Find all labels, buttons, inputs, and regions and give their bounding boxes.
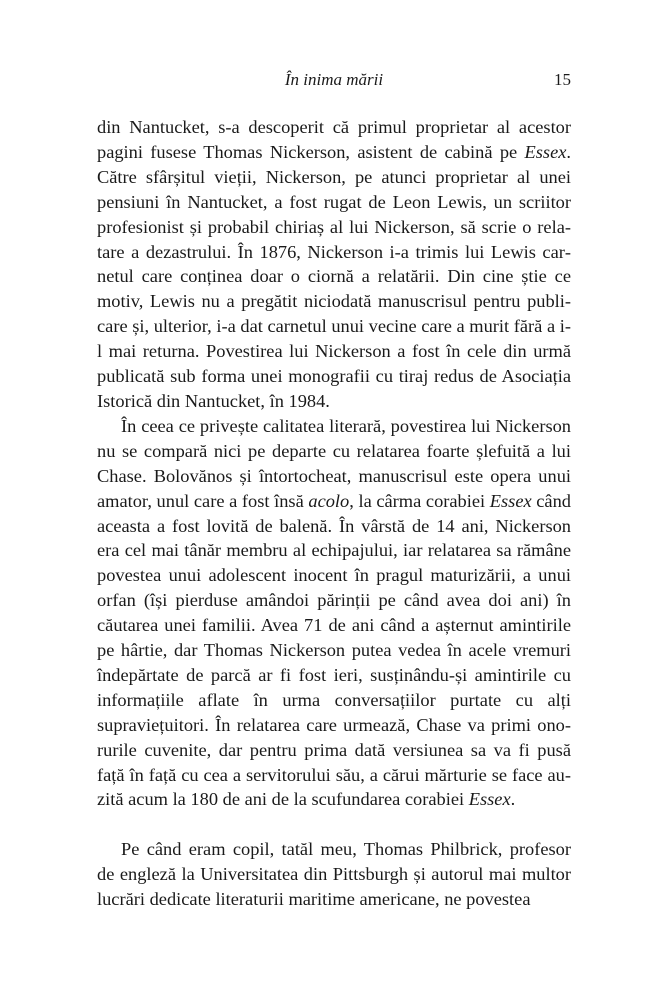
italic-text-run: Essex <box>524 141 567 162</box>
body-text <box>97 115 571 912</box>
text-run: când aceasta a fost lovită de balenă. În vârstă de 14 ani, Nickerson era cel mai tânăr membru al echipajului, iar relatarea sa rămâne povestea unui adolescent inocent în pragul maturizării, a unui orfan (își pierduse amândoi părinții pe când avea doi ani) în căutarea unei familii. Avea 71 de ani când a așternut amintirile pe hârtie, dar Thomas Nickerson putea vedea în acele vremuri îndepărtate de parcă ar fi fost ieri, susținându-și amintirile cu informațiile aflate în urma conversațiilor purtate cu alți supraviețuitori. În relatarea care urmează, Chase va primi onorurile cuvenite, dar pentru prima dată versiunea sa va fi pusă față în față cu cea a servitorului său, a cărui mărturie se face auzită acum la 180 de ani de la scufundarea corabiei <box>97 490 571 810</box>
page-header <box>97 70 571 94</box>
italic-text-run: Essex <box>489 490 532 511</box>
paragraph-section-start <box>97 837 571 912</box>
text-run: din Nantucket, s-a descoperit că primul proprietar al acestor pagini fusese Thomas Nickerson, asistent de cabină pe <box>97 117 571 162</box>
paragraph-continuation <box>97 115 571 414</box>
text-run: În ceea ce privește calitatea literară, povestirea lui Nickerson nu se compară nici pe departe cu relatarea foarte șlefuită a lui Chase. Bolovănos și întortocheat, manuscrisul este opera unui amator, unul care a fost însă <box>97 415 571 511</box>
running-title: În inima mării <box>284 70 384 89</box>
text-run: . Către sfârșitul vieții, Nickerson, pe atunci proprietar al unei pensiuni în Nantucket, a fost rugat de Leon Lewis, un scriitor profesionist și probabil chiriaș al lui Nickerson, să scrie o relatare a dezastrului. În 1876, Nickerson i-a trimis lui Lewis carnetul care conținea doar o ciornă a relatării. Din cine știe ce motiv, Lewis nu a pregătit niciodată manuscrisul pentru publicare și, ulterior, i-a dat carnetul unui vecine care a murit fără a i-l mai returna. Povestirea lui Nickerson a fost în cele din urmă publicată sub forma unei monografii cu tiraj redus de Asociația Istorică din Nantucket, în 1984. <box>97 141 571 411</box>
page-number: 15 <box>554 70 571 89</box>
text-run: Pe când eram copil, tatăl meu, Thomas Philbrick, profesor de engleză la Universitatea din Pittsburgh și autorul mai multor lucrări dedicate literaturii maritime americane, ne povestea <box>97 839 571 910</box>
text-run: . <box>510 789 516 810</box>
paragraph <box>97 414 571 813</box>
italic-text-run: Essex <box>468 789 511 810</box>
text-run: , la cârma corabiei <box>349 490 490 511</box>
italic-text-run: acolo <box>308 490 350 511</box>
